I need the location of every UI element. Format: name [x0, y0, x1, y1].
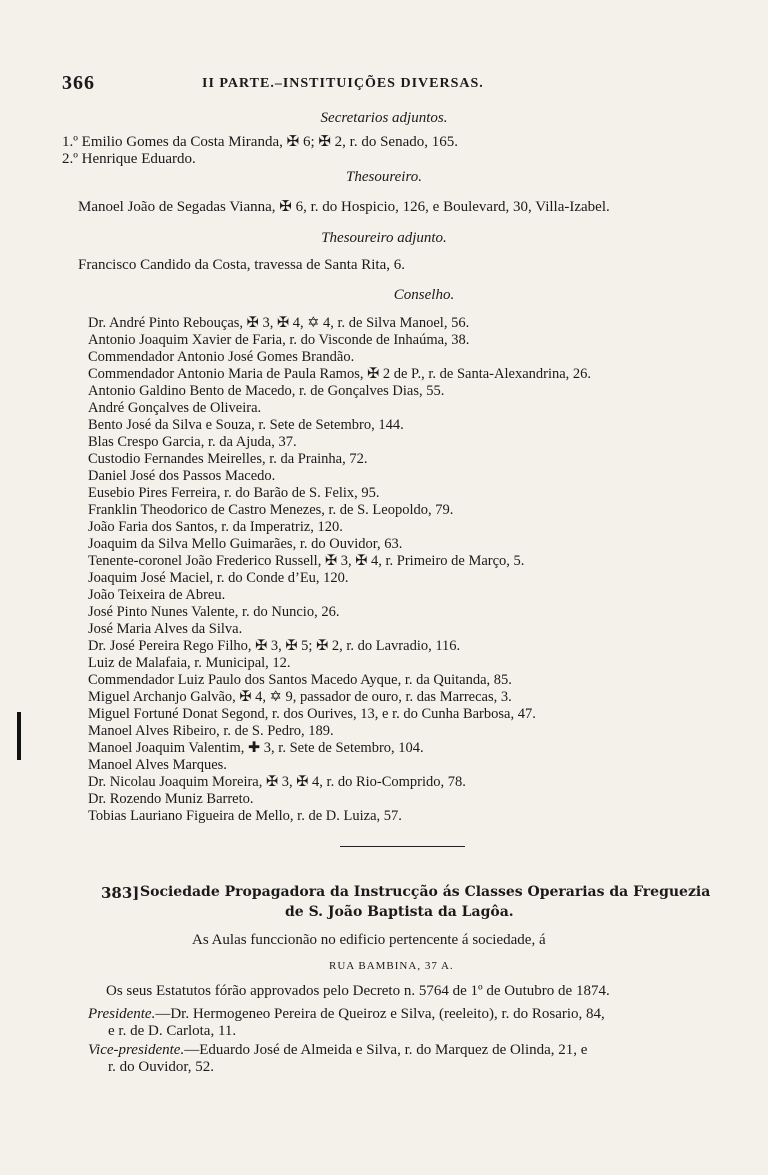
conselho-member: Dr. Nicolau Joaquim Moreira, ✠ 3, ✠ 4, r. do Rio-Comprido, 78. [88, 774, 466, 790]
conselho-member: José Pinto Nunes Valente, r. do Nuncio, 26. [88, 604, 340, 620]
conselho-member: Eusebio Pires Ferreira, r. do Barão de S. Felix, 95. [88, 485, 380, 501]
conselho-member: Dr. André Pinto Rebouças, ✠ 3, ✠ 4, ✡ 4, r. de Silva Manoel, 56. [88, 315, 470, 331]
secretario-line-1: 1.º Emilio Gomes da Costa Miranda, ✠ 6; ✠ 2, r. do Senado, 165. [62, 134, 458, 150]
estatutos-line: Os seus Estatutos fórão approvados pelo Decreto n. 5764 de 1º de Outubro de 1874. [106, 983, 610, 999]
society-title-line-2: de S. João Baptista da Lagôa. [285, 904, 514, 920]
conselho-member: Manoel Joaquim Valentim, ✚ 3, r. Sete de Setembro, 104. [88, 740, 424, 756]
page-number: 366 [62, 72, 95, 94]
conselho-member: Joaquim da Silva Mello Guimarães, r. do Ouvidor, 63. [88, 536, 403, 552]
conselho-member: Commendador Antonio José Gomes Brandão. [88, 349, 355, 365]
secretario-line-2: 2.º Henrique Eduardo. [62, 151, 196, 167]
vice-presidente-text: —Eduardo José de Almeida e Silva, r. do Marquez de Olinda, 21, e [184, 1042, 588, 1058]
society-number: 383] [101, 884, 140, 902]
binding-mark [17, 712, 21, 760]
conselho-member: Dr. Rozendo Muniz Barreto. [88, 791, 254, 807]
tesoureiro-adjunto-heading: Thesoureiro adjunto. [321, 230, 447, 246]
conselho-member: Blas Crespo Garcia, r. da Ajuda, 37. [88, 434, 297, 450]
secretarios-heading: Secretarios adjuntos. [320, 110, 448, 126]
conselho-member: Franklin Theodorico de Castro Menezes, r. de S. Leopoldo, 79. [88, 502, 454, 518]
vice-presidente-label: Vice-presidente. [88, 1042, 185, 1058]
society-title-line-1: Sociedade Propagadora da Instrucção ás Classes Operarias da Freguezia [140, 884, 711, 900]
conselho-member: Dr. José Pereira Rego Filho, ✠ 3, ✠ 5; ✠ 2, r. do Lavradio, 116. [88, 638, 461, 654]
running-head: II PARTE.–INSTITUIÇÕES DIVERSAS. [202, 76, 484, 91]
tesoureiro-heading: Thesoureiro. [346, 169, 422, 185]
conselho-member: Miguel Archanjo Galvão, ✠ 4, ✡ 9, passador de ouro, r. das Marrecas, 3. [88, 689, 512, 705]
conselho-member: Tobias Lauriano Figueira de Mello, r. de D. Luiza, 57. [88, 808, 402, 824]
society-address: RUA BAMBINA, 37 A. [329, 960, 454, 972]
presidente-text: —Dr. Hermogeneo Pereira de Queiroz e Silva, (reeleito), r. do Rosario, 84, [155, 1006, 605, 1022]
conselho-member: Tenente-coronel João Frederico Russell, ✠ 3, ✠ 4, r. Primeiro de Março, 5. [88, 553, 525, 569]
section-divider [340, 846, 465, 847]
conselho-member: Manoel Alves Marques. [88, 757, 227, 773]
conselho-member: Manoel Alves Ribeiro, r. de S. Pedro, 189. [88, 723, 334, 739]
conselho-member: Commendador Luiz Paulo dos Santos Macedo Ayque, r. da Quitanda, 85. [88, 672, 512, 688]
conselho-member: André Gonçalves de Oliveira. [88, 400, 262, 416]
vice-presidente-line-1 [88, 1042, 587, 1059]
page-header [62, 72, 682, 96]
conselho-member: Bento José da Silva e Souza, r. Sete de Setembro, 144. [88, 417, 404, 433]
conselho-heading: Conselho. [393, 287, 455, 303]
conselho-member: Antonio Joaquim Xavier de Faria, r. do Visconde de Inhaúma, 38. [88, 332, 470, 348]
conselho-member: Antonio Galdino Bento de Macedo, r. de Gonçalves Dias, 55. [88, 383, 445, 399]
conselho-member: Custodio Fernandes Meirelles, r. da Prainha, 72. [88, 451, 368, 467]
conselho-member: Luiz de Malafaia, r. Municipal, 12. [88, 655, 291, 671]
presidente-line-2: e r. de D. Carlota, 11. [108, 1023, 237, 1039]
conselho-member: João Faria dos Santos, r. da Imperatriz, 120. [88, 519, 343, 535]
conselho-member: João Teixeira de Abreu. [88, 587, 226, 603]
presidente-label: Presidente. [88, 1006, 156, 1022]
tesoureiro-line: Manoel João de Segadas Vianna, ✠ 6, r. do Hospicio, 126, e Boulevard, 30, Villa-Izabel. [78, 199, 610, 215]
presidente-line-1 [88, 1006, 605, 1023]
conselho-member: Miguel Fortuné Donat Segond, r. dos Ourives, 13, e r. do Cunha Barbosa, 47. [88, 706, 536, 722]
conselho-member: Joaquim José Maciel, r. do Conde d’Eu, 120. [88, 570, 349, 586]
tesoureiro-adjunto-line: Francisco Candido da Costa, travessa de Santa Rita, 6. [78, 257, 406, 273]
conselho-member: Daniel José dos Passos Macedo. [88, 468, 276, 484]
vice-presidente-line-2: r. do Ouvidor, 52. [108, 1059, 215, 1075]
conselho-member: Commendador Antonio Maria de Paula Ramos, ✠ 2 de P., r. de Santa-Alexandrina, 26. [88, 366, 592, 382]
conselho-member: José Maria Alves da Silva. [88, 621, 243, 637]
aulas-line: As Aulas funccionão no edificio pertencente á sociedade, á [192, 932, 546, 948]
